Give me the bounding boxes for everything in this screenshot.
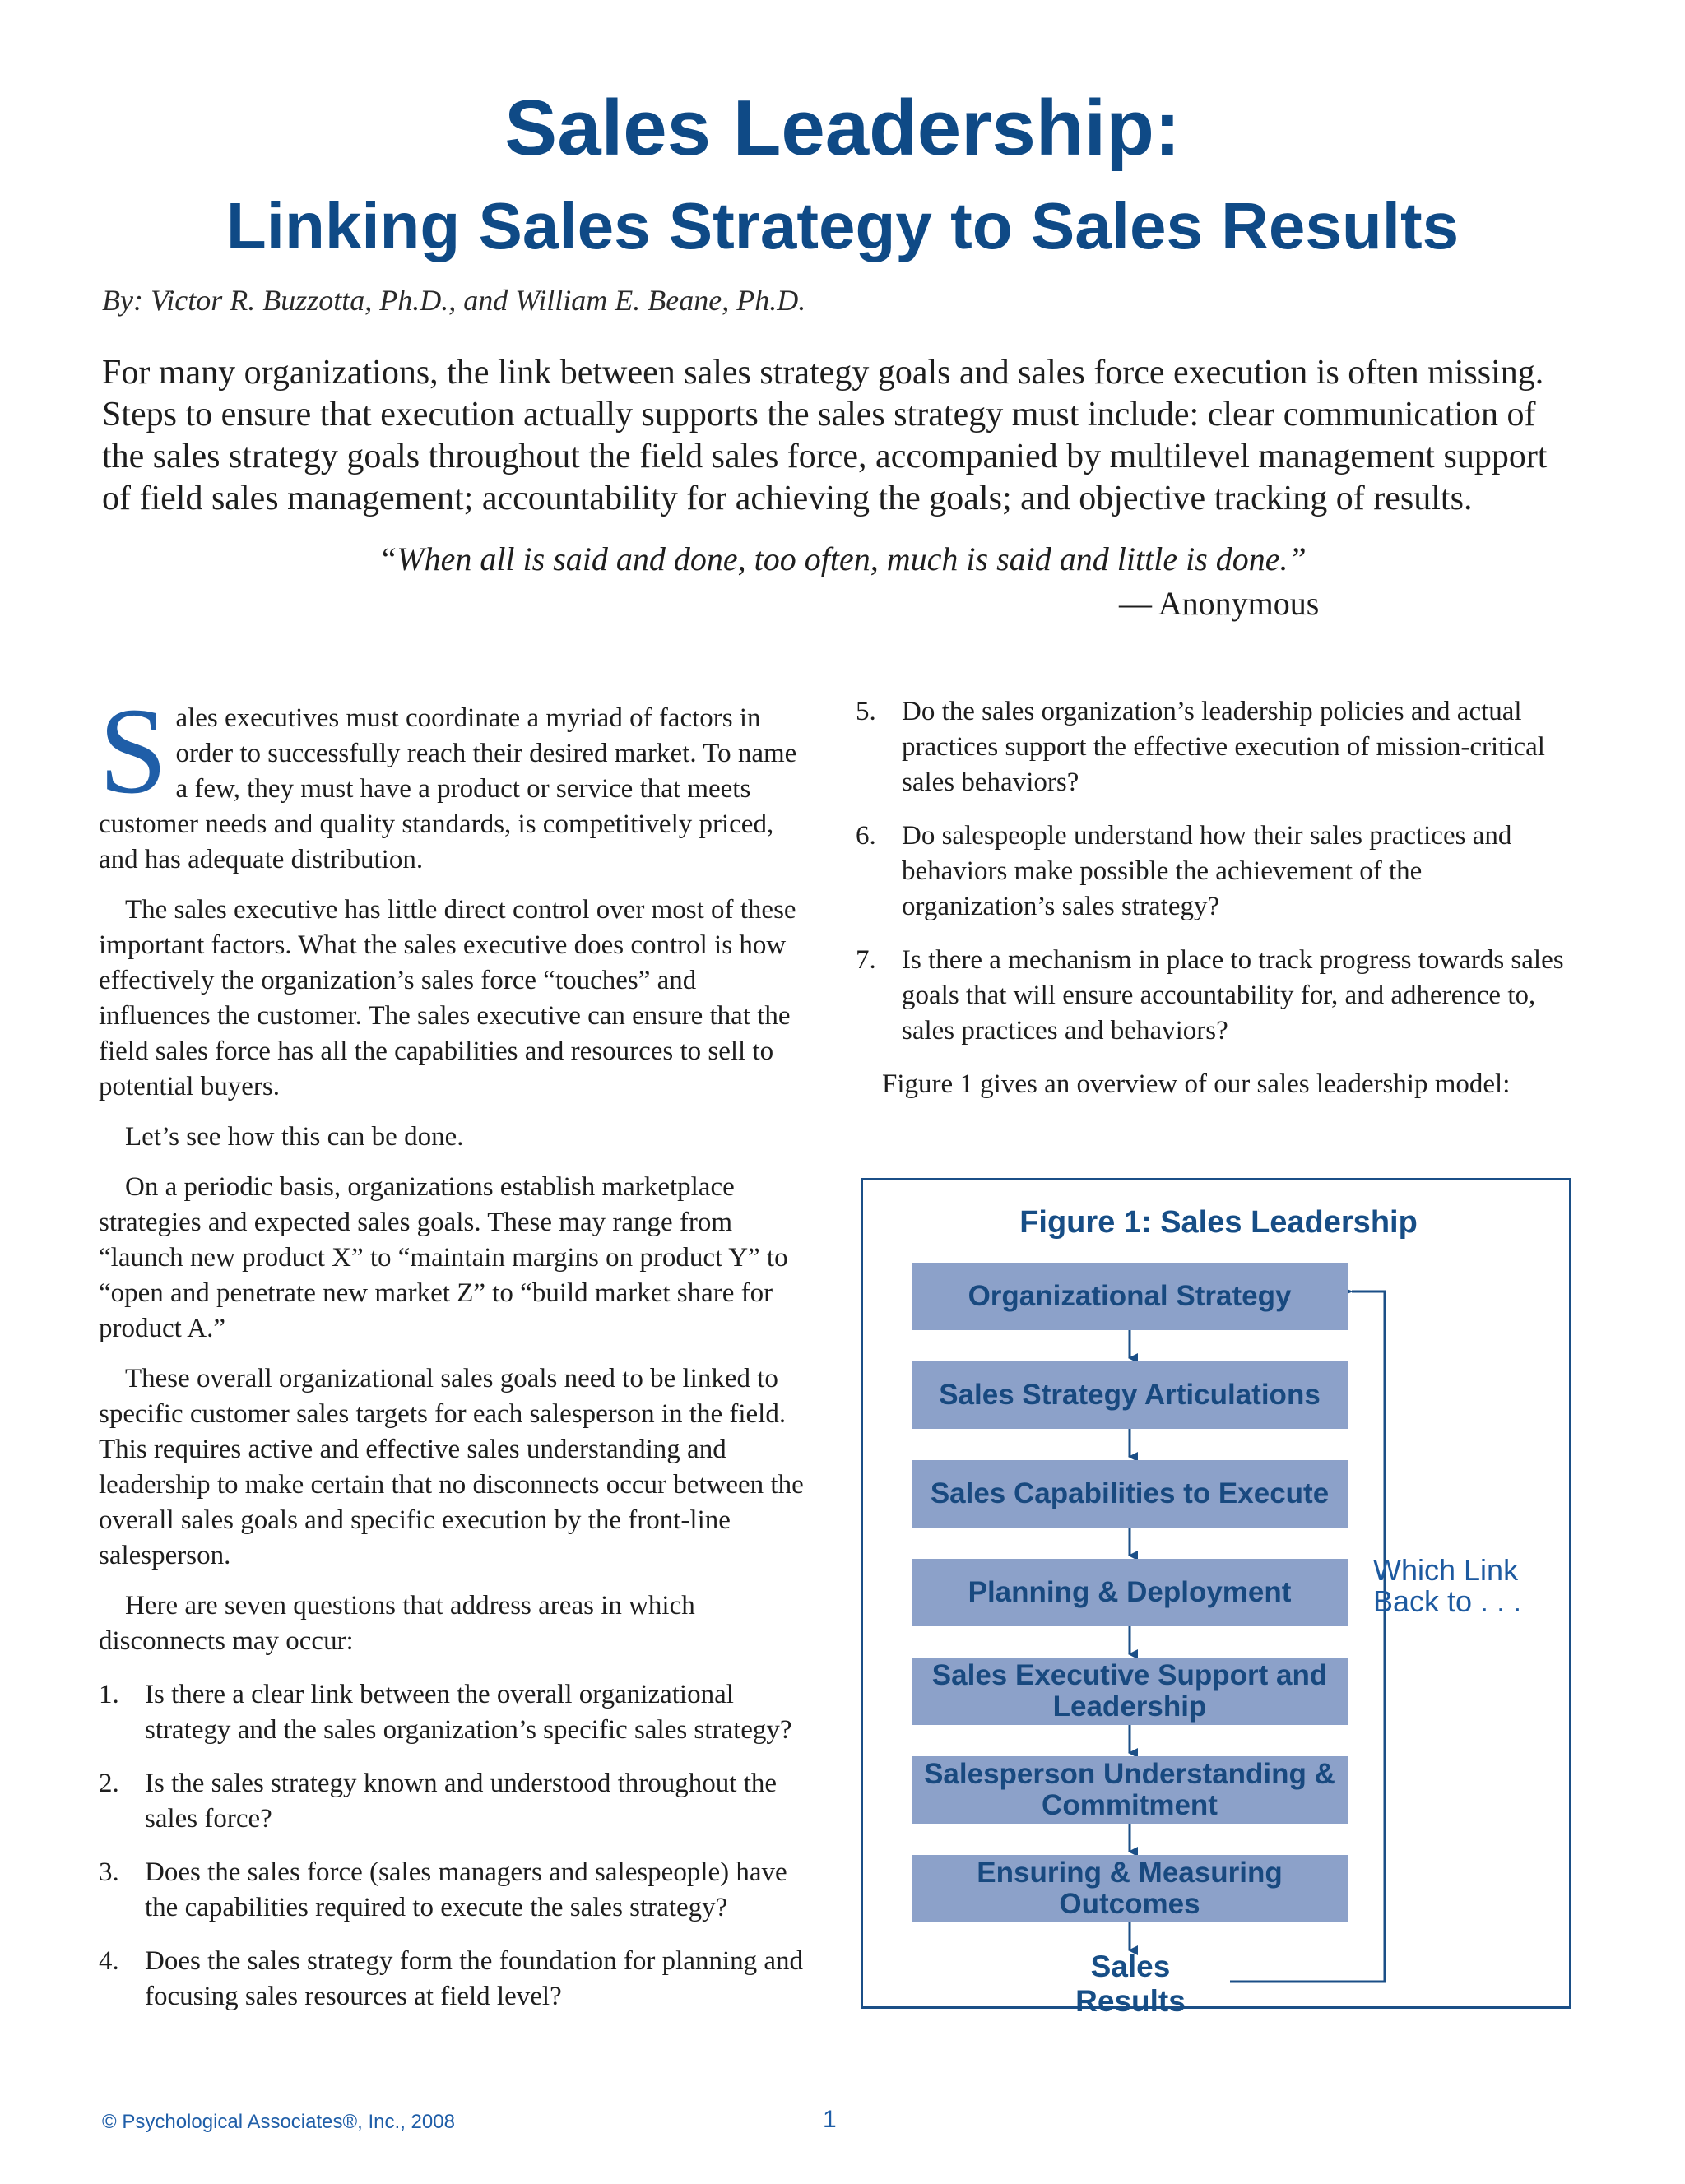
title-line-1: Sales Leadership: <box>504 84 1181 172</box>
paragraph-6: Here are seven questions that address areas in which disconnects may occur: <box>99 1591 695 1656</box>
figure-step-7: Ensuring & Measuring Outcomes <box>912 1855 1348 1922</box>
list-item: 3. Does the sales force (sales managers and salespeople) have the capabilities required to execute the sales strategy? <box>99 1857 787 1922</box>
list-item: 4. Does the sales strategy form the foundation for planning and focusing sales resources at field level? <box>99 1946 804 2011</box>
intro-paragraph: For many organizations, the link between sales strategy goals and sales force execution is often missing. Steps to ensure that execution actually supports the sales strategy must include: clear communication of the sales strategy goals throughout the field sales force, accompanied by multilevel management support of field sales management; accountability for achieving the goals; and objective tracking of results. <box>102 354 1548 517</box>
figure-title: Figure 1: Sales Leadership <box>1019 1205 1418 1240</box>
questions-list-right <box>856 694 1580 1049</box>
loop-label-line-2: Back to . . . <box>1373 1584 1522 1618</box>
left-column <box>99 683 815 2033</box>
figure-sales-leadership <box>861 1178 1571 2018</box>
paragraph-1-text: ales executives must coordinate a myriad of factors in order to successfully reach their desired market. To name a few, they must have a product or service that meets customer needs and quality standards, is competitively priced, and has adequate distribution. <box>99 703 797 874</box>
list-item: 2. Is the sales strategy known and understood throughout the sales force? <box>99 1769 778 1834</box>
figure-step-3: Sales Capabilities to Execute <box>912 1460 1348 1528</box>
paragraph-1 <box>99 683 815 878</box>
byline: By: Victor R. Buzzotta, Ph.D., and William E. Beane, Ph.D. <box>102 284 806 317</box>
figure-step-6: Salesperson Understanding & Commitment <box>912 1756 1348 1824</box>
loop-label <box>1373 1555 1562 1617</box>
drop-cap: S <box>99 683 168 819</box>
paragraph-2: The sales executive has little direct control over most of these important factors. What the sales executive does control is how effectively the organization’s sales force “touches” and influences the customer. The sales executive can ensure that the field sales force has all the capabilities and resources to sell to potential buyers. <box>99 895 796 1101</box>
list-item: 5. Do the sales organization’s leadership policies and actual practices support the effective execution of mission-critical sales behaviors? <box>856 697 1545 797</box>
figure-result: Sales Results <box>1075 1950 1186 2018</box>
paragraph-4: On a periodic basis, organizations establish marketplace strategies and expected sales goals. These may range from “launch new product X” to “maintain margins on product Y” to “open and penetrate new market Z” to “build market share for product A.” <box>99 1172 788 1343</box>
figure-step-1: Organizational Strategy <box>912 1263 1348 1330</box>
paragraph-5: These overall organizational sales goals need to be linked to specific customer sales targets for each salesperson in the field. This requires active and effective sales understanding and leadership to make certain that no disconnects occur between the overall sales goals and specific execution by the front-line salesperson. <box>99 1364 804 1570</box>
list-item: 1. Is there a clear link between the overall organizational strategy and the sales organization’s specific sales strategy? <box>99 1680 792 1745</box>
loop-label-line-1: Which Link <box>1373 1553 1519 1587</box>
page-number: 1 <box>823 2106 837 2133</box>
right-column <box>856 694 1580 1102</box>
footer-copyright: © Psychological Associates®, Inc., 2008 <box>102 2111 455 2133</box>
paragraph-3: Let’s see how this can be done. <box>125 1122 464 1152</box>
list-item: 6. Do salespeople understand how their sales practices and behaviors make possible the achievement of the organization’s sales strategy? <box>856 821 1512 921</box>
figure-intro: Figure 1 gives an overview of our sales leadership model: <box>882 1069 1511 1099</box>
figure-step-5: Sales Executive Support and Leadership <box>912 1658 1348 1725</box>
questions-list-left <box>99 1677 815 2015</box>
figure-step-2: Sales Strategy Articulations <box>912 1361 1348 1429</box>
title-line-2: Linking Sales Strategy to Sales Results <box>225 189 1460 262</box>
figure-step-4: Planning & Deployment <box>912 1559 1348 1626</box>
quote-attribution: — Anonymous <box>1119 585 1320 622</box>
list-item: 7. Is there a mechanism in place to track progress towards sales goals that will ensure accountability for, and adherence to, sales practices and behaviors? <box>856 945 1564 1046</box>
quote-text: “When all is said and done, too often, much is said and little is done.” <box>378 540 1307 577</box>
